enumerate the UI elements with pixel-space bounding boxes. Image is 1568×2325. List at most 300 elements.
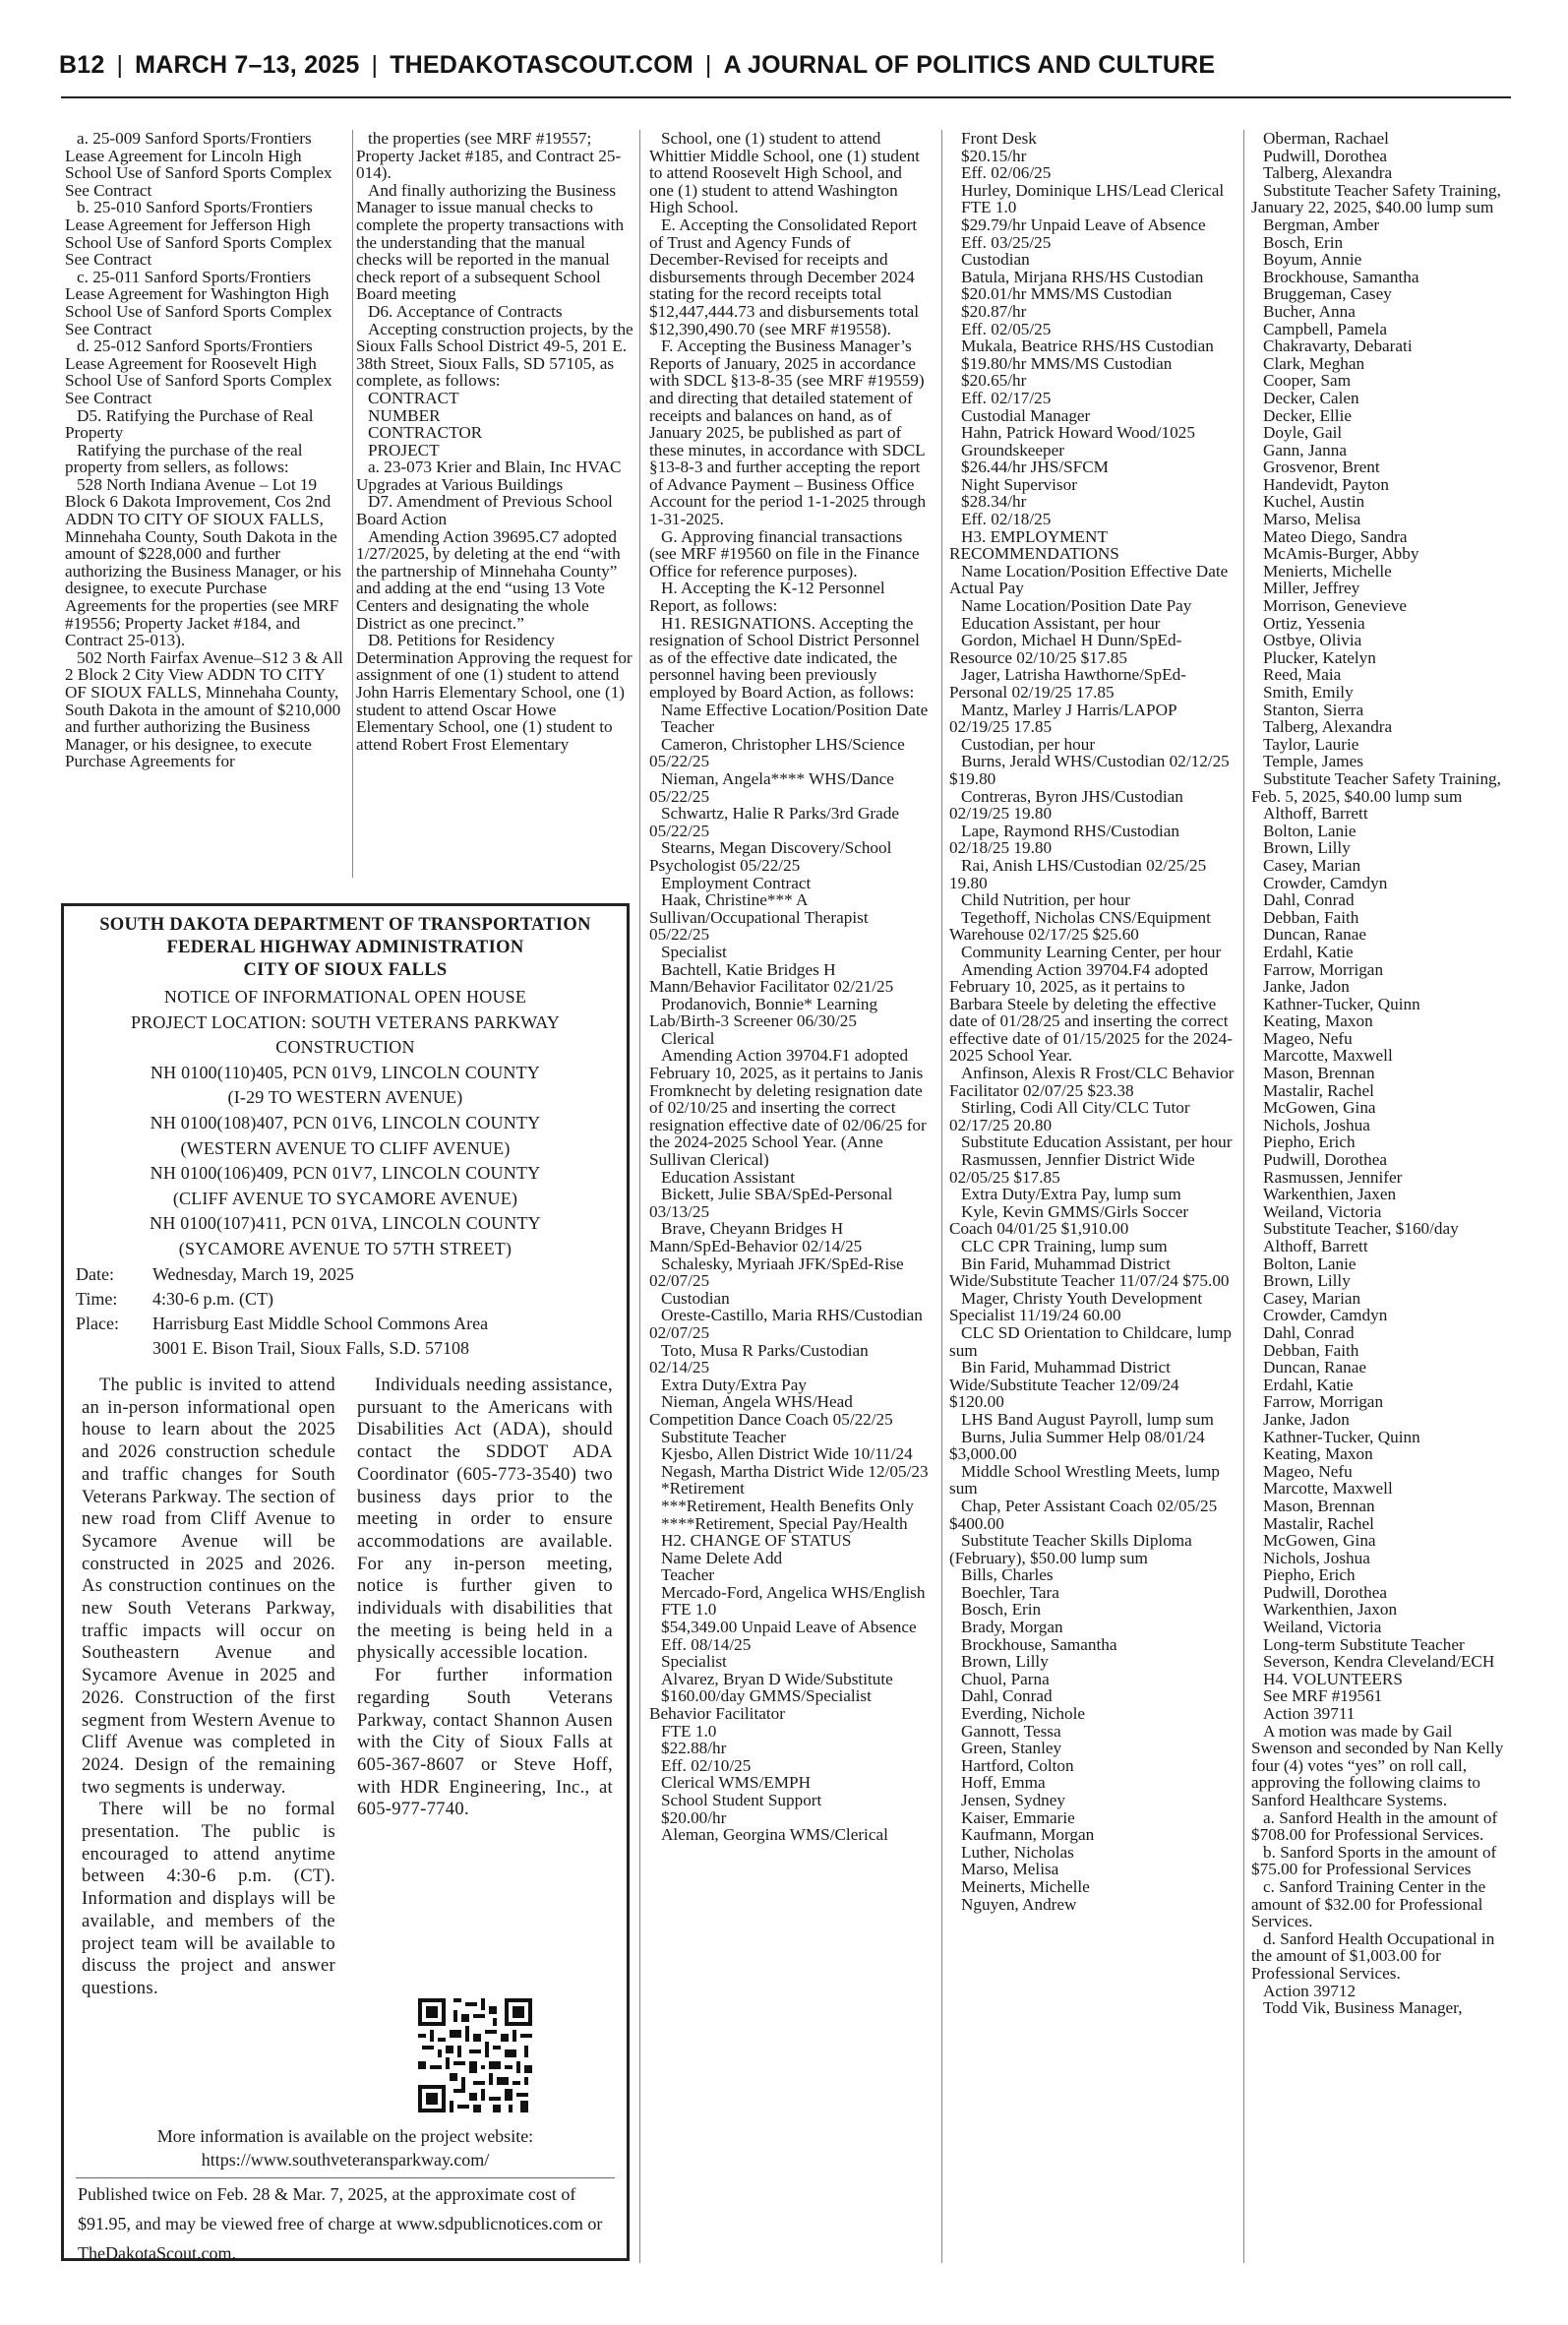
column-line: Mageo, Nefu	[1263, 1028, 1353, 1048]
column-line: Pudwill, Dorothea	[1263, 1150, 1388, 1170]
column-line: Miller, Jeffrey	[1263, 579, 1360, 598]
notice-heading: CITY OF SIOUX FALLS	[243, 960, 448, 980]
column-line: Eff. 08/14/25	[661, 1634, 752, 1654]
column-line: Bills, Charles	[961, 1565, 1054, 1585]
column-line: Boyum, Annie	[1263, 250, 1362, 270]
column-line: Taylor, Laurie	[1263, 734, 1359, 754]
column-line: Bucher, Anna	[1263, 301, 1356, 321]
notice-line: (I-29 TO WESTERN AVENUE)	[227, 1087, 463, 1108]
column-line: $54,349.00 Unpaid Leave of Absence	[661, 1618, 917, 1637]
notice-headings	[64, 914, 627, 982]
notice-line: NH 0100(106)409, PCN 01V7, LINCOLN COUNTY	[150, 1163, 541, 1184]
notice-line: NOTICE OF INFORMATIONAL OPEN HOUSE	[163, 987, 527, 1007]
column-line: Teacher	[661, 717, 715, 737]
column-line: Custodian, per hour	[961, 734, 1096, 754]
column-line: Toto, Musa R Parks/Custodian 02/14/25	[649, 1340, 869, 1377]
page-number: B12	[59, 51, 105, 79]
column-line: Eff. 02/05/25	[961, 319, 1052, 338]
notice-line: CONSTRUCTION	[275, 1037, 415, 1058]
column-line: Brown, Lilly	[1263, 838, 1351, 858]
column-line: Casey, Marian	[1263, 855, 1361, 875]
column-line: Kaiser, Emmarie	[961, 1807, 1075, 1827]
column-divider	[1243, 130, 1244, 2263]
notice-line: (CLIFF AVENUE TO SYCAMORE AVENUE)	[172, 1188, 518, 1208]
column-line: $29.79/hr Unpaid Leave of Absence	[961, 214, 1206, 234]
column-line: Pudwill, Dorothea	[1263, 1582, 1388, 1602]
column-line: Bin Farid, Muhammad District Wide/Substitute Teacher 12/09/24 $120.00	[949, 1358, 1179, 1412]
column-line: Erdahl, Katie	[1263, 1375, 1354, 1394]
column-line: E. Accepting the Consolidated Report of Trust and Agency Funds of December-Revised for receipts and disbursements through December 2024 stating for the record receipts total $12,447,444.73 and disbursements total $12,390,490.70 (see MRF #19558).	[649, 214, 920, 338]
place-address: 3001 E. Bison Trail, Sioux Falls, S.D. 57108	[152, 1338, 470, 1358]
column-line: Ostbye, Olivia	[1263, 631, 1362, 650]
column-line: Gannott, Tessa	[961, 1721, 1061, 1741]
column-line: Bergman, Amber	[1263, 214, 1380, 234]
column-line: Contreras, Byron JHS/Custodian 02/19/25 19.80	[949, 786, 1183, 824]
column-line: FTE 1.0	[661, 1721, 717, 1741]
column-line: Decker, Ellie	[1263, 405, 1352, 425]
column-line: Debban, Faith	[1263, 1340, 1359, 1360]
column-line: Reed, Maia	[1263, 665, 1342, 685]
column-line: Casey, Marian	[1263, 1288, 1361, 1308]
notice-paragraph: There will be no formal presentation. The public is encouraged to attend anytime between 4:30-6 p.m. (CT). Information and displays will be available, and members of the project team will be available to discuss the project and answer questions.	[82, 1799, 335, 1998]
column-line: Amending Action 39704.F4 adopted February 10, 2025, as it pertains to Barbara Steele by deleting the effective date of 01/28/25 and inserting the correct effective date of 01/15/2025 for the 2024-2025 School Year.	[949, 959, 1233, 1066]
column-line: Pudwill, Dorothea	[1263, 146, 1388, 165]
column-divider	[352, 130, 353, 878]
date-value: Wednesday, March 19, 2025	[152, 1264, 354, 1284]
column-line: Janke, Jadon	[1263, 1409, 1350, 1429]
column-line: Mason, Brennan	[1263, 1064, 1375, 1083]
column-line: a. 25-009 Sanford Sports/Frontiers Lease Agreement for Lincoln High School Use of Sanford Sports Complex See Contract	[65, 130, 332, 200]
column-line: Mason, Brennan	[1263, 1496, 1375, 1515]
column-line: Clark, Meghan	[1263, 353, 1365, 373]
column-line: Althoff, Barrett	[1263, 804, 1368, 824]
column-line: Substitute Teacher Safety Training, Feb. 5, 2025, $40.00 lump sum	[1251, 768, 1501, 806]
column-line: Kjesbo, Allen District Wide 10/11/24	[661, 1444, 913, 1464]
column-line: Education Assistant	[661, 1167, 796, 1187]
header-separator: |	[371, 51, 379, 79]
column-line: Education Assistant, per hour	[961, 613, 1161, 633]
column-line: Alvarez, Bryan D Wide/Substitute	[661, 1669, 893, 1688]
column-line: Brockhouse, Samantha	[1263, 267, 1419, 286]
column-line: Stearns, Megan Discovery/School Psychologist 05/22/25	[649, 838, 892, 875]
column-line: Accepting construction projects, by the Sioux Falls School District 49-5, 201 E. 38th Street, Sioux Falls, SD 57105, as complete, as follows:	[356, 319, 633, 391]
notice-line: NH 0100(107)411, PCN 01VA, LINCOLN COUNTY	[150, 1213, 541, 1234]
column-line: Severson, Kendra Cleveland/ECH	[1263, 1652, 1495, 1672]
column-line: b. Sanford Sports in the amount of $75.00 for Professional Services	[1251, 1842, 1497, 1879]
column-line: $28.34/hr	[961, 492, 1027, 512]
column-line: Mager, Christy Youth Development Specialist 11/19/24 60.00	[949, 1288, 1203, 1325]
column-line: Crowder, Camdyn	[1263, 873, 1388, 892]
column-line: Meinerts, Michelle	[961, 1876, 1090, 1896]
notice-heading: SOUTH DAKOTA DEPARTMENT OF TRANSPORTATION	[99, 915, 591, 935]
column-line: FTE 1.0	[961, 198, 1017, 217]
column-line: c. Sanford Training Center in the amount of $32.00 for Professional Services.	[1251, 1876, 1486, 1931]
column-line: Rasmussen, Jennifer	[1263, 1167, 1403, 1187]
more-info-line: More information is available on the project website:	[156, 2126, 534, 2146]
column-line: $20.01/hr MMS/MS Custodian	[961, 284, 1173, 304]
column-line: Substitute Teacher, $160/day	[1263, 1219, 1459, 1239]
column-line: Name Delete Add	[661, 1548, 783, 1567]
column-line: Name Location/Position Effective Date Actual Pay	[949, 561, 1229, 598]
column-line: Hurley, Dominique LHS/Lead Clerical	[961, 180, 1225, 200]
column-line: Eff. 02/17/25	[961, 388, 1052, 407]
article-column-5	[1251, 130, 1515, 2265]
column-line: Plucker, Katelyn	[1263, 647, 1376, 667]
column-line: Anfinson, Alexis R Frost/CLC Behavior Facilitator 02/07/25 $23.38	[949, 1064, 1235, 1100]
column-line: H3. EMPLOYMENT RECOMMENDATIONS	[949, 526, 1119, 564]
column-line: F. Accepting the Business Manager’s Reports of January, 2025 in accordance with SDCL §13-8-35 (see MRF #19559) and directing that detailed statement of receipts and balances on hand, as of January 2025, be published as part of these minutes, in accordance with SDCL §13-8-3 and further accepting the report of Advance Payment – Business Office Account for the period 1-1-2025 through 1-31-2025.	[649, 337, 927, 529]
column-line: Name Location/Position Date Pay	[961, 596, 1192, 616]
column-line: Mukala, Beatrice RHS/HS Custodian	[961, 337, 1214, 356]
notice-line: NH 0100(110)405, PCN 01V9, LINCOLN COUNTY	[150, 1062, 541, 1082]
time-value: 4:30-6 p.m. (CT)	[152, 1289, 273, 1309]
column-line: FTE 1.0	[661, 1600, 717, 1620]
column-line: Oreste-Castillo, Maria RHS/Custodian 02/07/25	[649, 1306, 923, 1342]
column-line: a. Sanford Health in the amount of $708.00 for Professional Services.	[1251, 1807, 1498, 1845]
column-line: Cooper, Sam	[1263, 371, 1352, 391]
column-line: Decker, Calen	[1263, 388, 1359, 407]
column-line: Rai, Anish LHS/Custodian 02/25/25 19.80	[949, 855, 1207, 892]
column-line: Bolton, Lanie	[1263, 821, 1357, 840]
column-line: Child Nutrition, per hour	[961, 890, 1130, 910]
column-line: Jensen, Sydney	[961, 1791, 1065, 1809]
column-line: Bosch, Erin	[1263, 232, 1344, 252]
notice-address-row	[76, 1336, 469, 1361]
column-line: Janke, Jadon	[1263, 977, 1350, 997]
column-line: G. Approving financial transactions (see MRF #19560 on file in the Finance Office for reference purposes).	[649, 526, 920, 581]
column-line: Hoff, Emma	[961, 1773, 1046, 1793]
time-label: Time:	[76, 1289, 118, 1309]
column-line: McGowen, Gina	[1263, 1098, 1376, 1118]
column-line: Bruggeman, Casey	[1263, 284, 1392, 304]
column-line: Hartford, Colton	[961, 1755, 1074, 1775]
column-line: McAmis-Burger, Abby	[1263, 544, 1419, 564]
column-line: $20.00/hr	[661, 1807, 727, 1827]
column-line: H. Accepting the K-12 Personnel Report, as follows:	[649, 579, 885, 616]
issue-date: MARCH 7–13, 2025	[135, 51, 360, 79]
column-line: Weiland, Victoria	[1263, 1618, 1382, 1637]
column-line: Weiland, Victoria	[1263, 1201, 1382, 1221]
column-line: Nguyen, Andrew	[961, 1894, 1077, 1914]
column-line: Brown, Lilly	[1263, 1271, 1351, 1291]
column-line: Name Effective Location/Position Date	[661, 700, 929, 719]
column-line: Warkenthien, Jaxon	[1263, 1600, 1398, 1620]
column-line: Handevidt, Payton	[1263, 474, 1389, 494]
article-column-1	[65, 130, 350, 876]
column-line: Kuchel, Austin	[1263, 492, 1365, 512]
column-line: Marso, Melisa	[961, 1860, 1059, 1879]
column-line: Morrison, Genevieve	[1263, 596, 1408, 616]
column-line: Clerical	[661, 1028, 715, 1048]
column-line: Mercado-Ford, Angelica WHS/English	[661, 1582, 926, 1602]
column-line: Warkenthien, Jaxen	[1263, 1185, 1397, 1204]
column-line: Marcotte, Maxwell	[1263, 1479, 1393, 1499]
column-line: Temple, James	[1263, 752, 1363, 771]
notice-left-body	[82, 1375, 335, 2000]
column-line: Luther, Nicholas	[961, 1842, 1074, 1862]
column-line: ***Retirement, Health Benefits Only	[661, 1496, 914, 1515]
column-line: $20.65/hr	[961, 371, 1027, 391]
column-line: Everding, Nichole	[961, 1704, 1086, 1724]
column-line: Boechler, Tara	[961, 1582, 1059, 1602]
column-line: A motion was made by Gail Swenson and seconded by Nan Kelly four (4) votes “yes” on roll call, approving the following claims to Sanford Healthcare Systems.	[1251, 1721, 1504, 1809]
column-line: Burns, Julia Summer Help 08/01/24 $3,000.00	[949, 1427, 1205, 1464]
column-line: NUMBER	[368, 405, 441, 425]
column-line: Bin Farid, Muhammad District Wide/Substitute Teacher 11/07/24 $75.00	[949, 1254, 1230, 1291]
column-line: Brockhouse, Samantha	[961, 1634, 1117, 1654]
column-line: Brave, Cheyann Bridges H Mann/SpEd-Behavior 02/14/25	[649, 1219, 863, 1255]
column-line: Kaufmann, Morgan	[961, 1825, 1095, 1845]
column-line: Mageo, Nefu	[1263, 1461, 1353, 1481]
column-line: Doyle, Gail	[1263, 423, 1343, 443]
header-separator: |	[116, 51, 124, 79]
column-line: CLC SD Orientation to Childcare, lump sum	[949, 1322, 1232, 1360]
qr-code-icon[interactable]	[418, 1998, 532, 2112]
column-line: Piepho, Erich	[1263, 1565, 1356, 1585]
column-line: Front Desk	[961, 130, 1037, 148]
column-line: Mastalir, Rachel	[1263, 1080, 1374, 1100]
column-line: See MRF #19561	[1263, 1686, 1383, 1706]
column-line: Keating, Maxon	[1263, 1444, 1373, 1464]
column-line: D7. Amendment of Previous School Board Action	[356, 492, 613, 529]
column-line: CONTRACT	[368, 388, 459, 407]
column-line: Extra Duty/Extra Pay, lump sum	[961, 1185, 1181, 1204]
column-line: D5. Ratifying the Purchase of Real Property	[65, 405, 314, 443]
column-line: Action 39711	[1263, 1704, 1356, 1724]
date-label: Date:	[76, 1264, 114, 1284]
header-rule	[61, 96, 1511, 98]
column-line: $26.44/hr JHS/SFCM	[961, 458, 1109, 477]
column-line: Duncan, Ranae	[1263, 1358, 1366, 1377]
column-line: Action 39712	[1263, 1981, 1357, 2000]
column-line: Amending Action 39695.C7 adopted 1/27/2025, by deleting at the end “with the partnership of Minnehaha County” and adding at the end “using 13 Vote Centers and designating the whole District as one precinct.”	[356, 526, 621, 633]
column-line: Specialist	[661, 1652, 727, 1672]
column-line: Teacher	[661, 1565, 715, 1585]
column-line: Rasmussen, Jennfier District Wide 02/05/25 $17.85	[949, 1150, 1195, 1187]
column-line: Nichols, Joshua	[1263, 1115, 1370, 1134]
column-line: Chap, Peter Assistant Coach 02/05/25 $400.00	[949, 1496, 1218, 1533]
column-line: School Student Support	[661, 1791, 822, 1809]
column-line: Stanton, Sierra	[1263, 700, 1364, 719]
column-line: Eff. 02/10/25	[661, 1755, 752, 1775]
column-line: Tegethoff, Nicholas CNS/Equipment Warehouse 02/17/25 $25.60	[949, 907, 1211, 945]
column-line: $20.87/hr	[961, 301, 1027, 321]
column-line: Substitute Teacher Skills Diploma (February), $50.00 lump sum	[949, 1531, 1192, 1567]
column-line: 502 North Fairfax Avenue–S12 3 & All 2 Block 2 City View ADDN TO CITY OF SIOUX FALLS, Minnehaha County, South Dakota in the amount of $210,000 and further authorizing the Business Manager, or his designee, to execute Purchase Agreements for	[65, 647, 343, 771]
column-line: H4. VOLUNTEERS	[1263, 1669, 1403, 1688]
column-line: D6. Acceptance of Contracts	[368, 301, 563, 321]
article-column-2	[356, 130, 633, 876]
column-line: Schwartz, Halie R Parks/3rd Grade 05/22/25	[649, 804, 899, 840]
column-line: Piepho, Erich	[1263, 1132, 1356, 1152]
column-line: Stirling, Codi All City/CLC Tutor 02/17/25 20.80	[949, 1098, 1190, 1134]
column-line: Crowder, Camdyn	[1263, 1306, 1388, 1325]
column-line: the properties (see MRF #19557; Property Jacket #185, and Contract 25-014).	[356, 130, 622, 183]
column-line: Negash, Martha District Wide 12/05/23	[661, 1461, 929, 1481]
notice-place-row	[76, 1312, 488, 1336]
notice-heading: FEDERAL HIGHWAY ADMINISTRATION	[166, 938, 524, 957]
tagline: A JOURNAL OF POLITICS AND CULTURE	[723, 51, 1216, 79]
notice-line: (WESTERN AVENUE TO CLIFF AVENUE)	[180, 1137, 511, 1158]
place-value: Harrisburg East Middle School Commons Area	[152, 1314, 489, 1333]
page-header	[59, 51, 1515, 91]
notice-date-row	[76, 1262, 354, 1287]
column-line: Talberg, Alexandra	[1263, 717, 1393, 737]
column-line: Groundskeeper	[961, 440, 1064, 459]
column-line: ****Retirement, Special Pay/Health	[661, 1513, 908, 1533]
column-line: Mastalir, Rachel	[1263, 1513, 1374, 1533]
column-line: Erdahl, Katie	[1263, 942, 1354, 961]
column-line: Ratifying the purchase of the real property from sellers, as follows:	[65, 440, 303, 477]
column-line: Nieman, Angela**** WHS/Dance 05/22/25	[649, 768, 894, 806]
column-line: 528 North Indiana Avenue – Lot 19 Block 6 Dakota Improvement, Cos 2nd ADDN TO CITY OF SIOUX FALLS, Minnehaha County, South Dakota in the amount of $228,000 and further authorizing the Business Manager, or his designee, to execute Purchase Agreements for the properties (see MRF #19556; Property Jacket #184, and Contract 25-013).	[65, 474, 341, 650]
column-line: d. 25-012 Sanford Sports/Frontiers Lease Agreement for Roosevelt High School Use of Sanford Sports Complex See Contract	[65, 337, 332, 407]
column-line: Custodian	[661, 1288, 730, 1308]
column-line: And finally authorizing the Business Manager to issue manual checks to complete the property transactions with the understanding that the manual checks will be reported in the manual check report of a subsequent School Board meeting	[356, 180, 625, 304]
column-line: Eff. 03/25/25	[961, 232, 1052, 252]
column-line: D8. Petitions for Residency Determination Approving the request for assignment of one (1) student to attend John Harris Elementary School, one (1) student to attend Oscar Howe Elementary School, one (1) student to attend Robert Frost Elementary	[356, 631, 633, 754]
column-line: Debban, Faith	[1263, 907, 1359, 927]
column-line: Chakravarty, Debarati	[1263, 337, 1413, 356]
project-website-link[interactable]: https://www.southveteransparkway.com/	[201, 2150, 490, 2170]
column-divider	[941, 130, 942, 2263]
column-line: Community Learning Center, per hour	[961, 942, 1222, 961]
column-line: b. 25-010 Sanford Sports/Frontiers Lease Agreement for Jefferson High School Use of Sanford Sports Complex See Contract	[65, 198, 332, 270]
column-line: Farrow, Morrigan	[1263, 959, 1384, 979]
column-line: Eff. 02/18/25	[961, 510, 1052, 529]
notice-paragraph: Individuals needing assistance, pursuant to the Americans with Disabilities Act (ADA), should contact the SDDOT ADA Coordinator (605-773-3540) two business days prior to the meeting in order to ensure accommodations are available. For any in-person meeting, notice is further given to individuals with disabilities that the meeting is being held in a physically accessible location.	[357, 1375, 613, 1664]
notice-divider	[76, 2177, 615, 2178]
column-line: Brady, Morgan	[961, 1618, 1063, 1637]
column-line: Night Supervisor	[961, 474, 1077, 494]
column-line: H2. CHANGE OF STATUS	[661, 1531, 852, 1551]
column-line: Gordon, Michael H Dunn/SpEd-Resource 02/10/25 $17.85	[949, 631, 1182, 667]
column-line: Aleman, Georgina WMS/Clerical	[661, 1825, 888, 1845]
column-line: Haak, Christine*** A Sullivan/Occupational Therapist 05/22/25	[649, 890, 869, 945]
column-line: Schalesky, Myriaah JFK/SpEd-Rise 02/07/25	[649, 1254, 904, 1291]
column-line: Todd Vik, Business Manager,	[1263, 1998, 1463, 2018]
column-line: Bachtell, Katie Bridges H Mann/Behavior Facilitator 02/21/25	[649, 959, 894, 997]
notice-paragraph: The public is invited to attend an in-person informational open house to learn about the 2025 and 2026 construction schedule and traffic changes for South Veterans Parkway. The section of new road from Cliff Avenue to Sycamore Avenue will be constructed in 2025 and 2026. As construction continues on the new South Veterans Parkway, traffic impacts will occur on Southeastern Avenue and Sycamore Avenue in 2025 and 2026. Construction of the first segment from Western Avenue to Cliff Avenue was completed in 2024. Design of the remaining two segments is underway.	[82, 1375, 335, 1798]
column-line: Nieman, Angela WHS/Head Competition Dance Coach 05/22/25	[649, 1392, 893, 1429]
column-line: Long-term Substitute Teacher	[1263, 1634, 1465, 1654]
column-line: *Retirement	[661, 1479, 745, 1499]
column-line: PROJECT	[368, 440, 440, 459]
column-line: Marso, Melisa	[1263, 510, 1361, 529]
column-line: Gann, Janna	[1263, 440, 1347, 459]
column-line: d. Sanford Health Occupational in the amount of $1,003.00 for Professional Services.	[1251, 1928, 1495, 1983]
column-line: McGowen, Gina	[1263, 1531, 1376, 1551]
notice-right-body	[357, 1375, 613, 1821]
column-line: Kathner-Tucker, Quinn	[1263, 1427, 1420, 1446]
column-line: Extra Duty/Extra Pay	[661, 1375, 807, 1394]
column-line: Chuol, Parna	[961, 1669, 1050, 1688]
column-line: Kyle, Kevin GMMS/Girls Soccer Coach 04/01/25 $1,910.00	[949, 1201, 1189, 1239]
column-line: Dahl, Conrad	[961, 1686, 1053, 1706]
column-line: Cameron, Christopher LHS/Science 05/22/25	[649, 734, 905, 771]
column-line: Keating, Maxon	[1263, 1011, 1373, 1031]
column-line: LHS Band August Payroll, lump sum	[961, 1409, 1214, 1429]
publication-note: Published twice on Feb. 28 & Mar. 7, 2025, at the approximate cost of $91.95, and may be viewed free of charge at www.sdpublicnotices.com or TheDakotaScout.com.	[78, 2184, 603, 2263]
column-line: Duncan, Ranae	[1263, 925, 1366, 945]
column-line: Eff. 02/06/25	[961, 163, 1052, 183]
column-line: Kathner-Tucker, Quinn	[1263, 994, 1420, 1013]
column-line: Althoff, Barrett	[1263, 1237, 1368, 1255]
column-line: Jager, Latrisha Hawthorne/SpEd-Personal 02/19/25 17.85	[949, 665, 1186, 702]
column-line: Batula, Mirjana RHS/HS Custodian	[961, 267, 1204, 286]
column-line: $160.00/day GMMS/Specialist Behavior Facilitator	[649, 1686, 872, 1724]
column-line: Clerical WMS/EMPH	[661, 1773, 811, 1793]
column-line: $20.15/hr	[961, 146, 1027, 165]
column-line: Hahn, Patrick Howard Wood/1025	[961, 423, 1195, 443]
header-separator: |	[704, 51, 712, 79]
column-line: Custodian	[961, 250, 1030, 270]
column-line: Substitute Education Assistant, per hour	[961, 1132, 1233, 1152]
notice-project-lines	[64, 985, 627, 1262]
column-line: a. 23-073 Krier and Blain, Inc HVAC Upgrades at Various Buildings	[356, 458, 622, 494]
column-line: Ortiz, Yessenia	[1263, 613, 1365, 633]
column-divider	[639, 130, 640, 2263]
column-line: Mateo Diego, Sandra	[1263, 526, 1408, 546]
notice-paragraph: For further information regarding South Veterans Parkway, contact Shannon Ausen with the City of Sioux Falls at 605-367-8607 or Steve Hoff, with HDR Engineering, Inc., at 605-977-7740.	[357, 1665, 613, 1820]
column-line: Substitute Teacher	[661, 1427, 786, 1446]
column-line: Lape, Raymond RHS/Custodian 02/18/25 19.80	[949, 821, 1179, 858]
column-line: c. 25-011 Sanford Sports/Frontiers Lease Agreement for Washington High School Use of Sanford Sports Complex See Contract	[65, 267, 332, 338]
column-line: CONTRACTOR	[368, 423, 483, 443]
place-label: Place:	[76, 1314, 119, 1333]
column-line: Burns, Jerald WHS/Custodian 02/12/25 $19.80	[949, 752, 1230, 788]
notice-line: NH 0100(108)407, PCN 01V6, LINCOLN COUNTY	[150, 1112, 541, 1132]
column-line: Dahl, Conrad	[1263, 890, 1355, 910]
column-line: Marcotte, Maxwell	[1263, 1046, 1393, 1066]
column-line: Green, Stanley	[961, 1739, 1062, 1758]
column-line: Nichols, Joshua	[1263, 1548, 1370, 1567]
column-line: CLC CPR Training, lump sum	[961, 1237, 1168, 1255]
column-line: Smith, Emily	[1263, 683, 1354, 702]
site-name[interactable]: THEDAKOTASCOUT.COM	[390, 51, 694, 79]
article-column-4	[949, 130, 1235, 2265]
notice-line: (SYCAMORE AVENUE TO 57TH STREET)	[178, 1238, 513, 1258]
column-line: Oberman, Rachael	[1263, 130, 1389, 148]
column-line: H1. RESIGNATIONS. Accepting the resignation of School District Personnel as of the effective date indicated, the personnel having been previously employed by Board Action, as follows:	[649, 613, 920, 702]
column-line: Menierts, Michelle	[1263, 561, 1392, 581]
public-notice-box	[61, 903, 630, 2261]
column-line: Mantz, Marley J Harris/LAPOP 02/19/25 17.85	[949, 700, 1176, 737]
article-column-3	[649, 130, 930, 2265]
column-line: Middle School Wrestling Meets, lump sum	[949, 1461, 1220, 1499]
column-line: Amending Action 39704.F1 adopted February 10, 2025, as it pertains to Janis Fromknecht by deleting resignation date of 02/10/25 and inserting the correct resignation effective date of 02/06/25 for the 2024-2025 School Year. (Anne Sullivan Clerical)	[649, 1046, 927, 1170]
column-line: Employment Contract	[661, 873, 812, 892]
column-line: Custodial Manager	[961, 405, 1091, 425]
column-line: Bosch, Erin	[961, 1600, 1042, 1620]
column-line: $19.80/hr MMS/MS Custodian	[961, 353, 1173, 373]
notice-line: PROJECT LOCATION: SOUTH VETERANS PARKWAY	[130, 1011, 561, 1032]
column-line: Specialist	[661, 942, 727, 961]
column-line: Substitute Teacher Safety Training, January 22, 2025, $40.00 lump sum	[1251, 180, 1501, 217]
column-line: $22.88/hr	[661, 1739, 727, 1758]
column-line: Talberg, Alexandra	[1263, 163, 1393, 183]
column-line: School, one (1) student to attend Whittier Middle School, one (1) student to attend Roosevelt High School, and one (1) student to attend Washington High School.	[649, 130, 920, 217]
column-line: Grosvenor, Brent	[1263, 458, 1380, 477]
column-line: Bolton, Lanie	[1263, 1254, 1357, 1273]
column-line: Bickett, Julie SBA/SpEd-Personal 03/13/25	[649, 1185, 893, 1221]
column-line: Farrow, Morrigan	[1263, 1392, 1384, 1412]
column-line: Brown, Lilly	[961, 1652, 1049, 1672]
column-line: Prodanovich, Bonnie* Learning Lab/Birth-3 Screener 06/30/25	[649, 994, 878, 1031]
notice-time-row	[76, 1287, 273, 1312]
column-line: Dahl, Conrad	[1263, 1322, 1355, 1342]
column-line: Campbell, Pamela	[1263, 319, 1388, 338]
